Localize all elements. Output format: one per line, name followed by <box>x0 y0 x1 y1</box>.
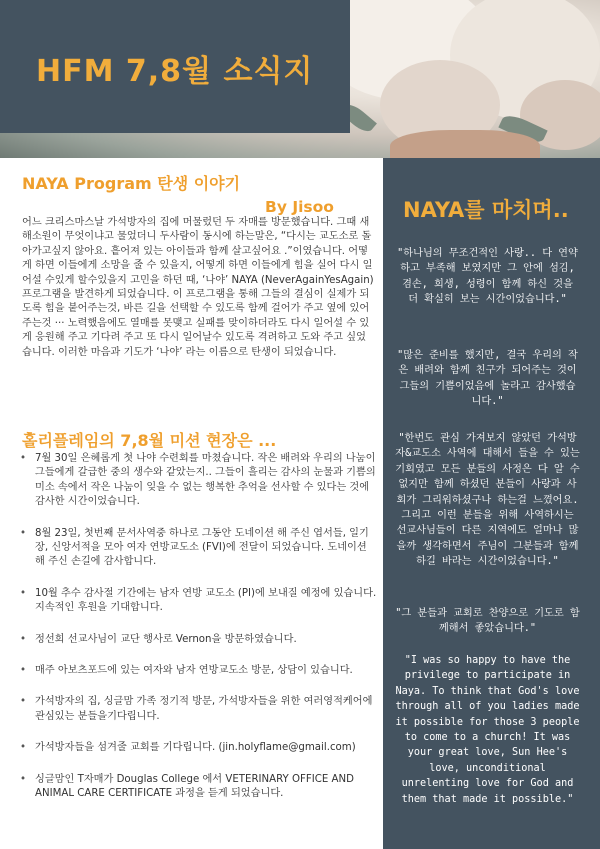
list-item: • 정선희 선교사님이 교단 행사로 Vernon을 방문하였습니다. <box>18 633 378 647</box>
list-item: • 가석방자의 집, 싱글맘 가족 정기적 방문, 가석방자들을 위한 여러영적케어에 관심있는 분들을기다립니다. <box>18 695 378 724</box>
testimonial-quote: "그 분들과 교회로 찬양으로 기도로 함께해서 좋았습니다." <box>395 608 580 635</box>
byline: By Jisoo <box>265 198 334 216</box>
missions-title: 홀리플레임의 7,8월 미션 현장은 ... <box>22 431 277 450</box>
story-text: 어느 크리스마스날 가석방자의 집에 머물렀던 두 자매를 방문했습니다. 그때 새해소원이 무엇이냐고 물었더니 두사람이 동시에 하는말은, “다시는 교도소로 돌아가고싶지 않아요. 흩어져 있는 아이들과 함께 살고싶어요 .”이였습니다. 어떻게 하면 이들에게 소망을 줄 수 있을지, 어떻게 하면 이들에게 힘을 실어 다시 일어설 수있게 할수있을지 고민을 하던 때, ‘나야’ NAYA (NeverAgainYesAgain) 프로그램을 발견하게 되었습니다. 이 프로그램을 통해 그들의 결심이 실제가 되도록 힘을 붙어주는것, 바른 길을 선택할 수 있도록 함께 걸어가 주고 옆에 있어주는것 ··· 노력했음에도 열매를 못맺고 실패를 맞이하더라도 다시 일어설 수 있게 응원해 주고 기다려 주고 또 다시 일어날수 있도록 격려하고 도와 주고 싶었습니다. 이러한 마음과 기도가 ‘나야’ 라는 이름으로 탄생이 되었습니다. <box>22 217 374 358</box>
list-item: • 8월 23일, 첫번째 문서사역중 하나로 그동안 도네이션 해 주신 엽서들, 일기장, 신앙서적을 모아 여자 연방교도소 (FVI)에 전달이 되었습니다. 도네이션 해 주신 손길에 감사합니다. <box>18 527 378 570</box>
hand-holding-bouquet <box>390 130 540 158</box>
missions-list <box>18 452 378 819</box>
list-item: • 7월 30일 은혜롭게 첫 나야 수련회를 마쳤습니다. 작은 배려와 우리의 나눔이 그들에게 갈급한 중의 생수와 같았는지.. 그들이 흘리는 감사의 눈물과 기쁨의 미소 속에서 작은 나눔이 잊을 수 없는 행복한 추억을 선사할 수 있다는 것에 감사한 시간이었습니다. <box>18 452 378 510</box>
testimonial-quote: "한번도 관심 가져보지 않았던 가석방자&교도소 사역에 대해서 들을 수 있는 기회였고 모든 분들의 사정은 다 알 수 없지만 함께 하셨던 분들이 사랑과 사회가 그리워하셨구나 하는걸 느꼈어요. 그리고 이런 분들을 위해 사역하시는 선교사님들이 다른 지역에도 얼마나 많을까 생각하면서 주님이 그분들과 함께하길 바라는 시간이었습니다." <box>395 433 580 568</box>
list-item: • 10월 추수 감사절 기간에는 남자 연방 교도소 (PI)에 보내질 예정에 있습니다. 지속적인 후원을 기대합니다. <box>18 587 378 616</box>
sidebar-title: NAYA를 마치며.. <box>403 198 569 222</box>
testimonial-quote: "많은 준비를 했지만, 결국 우리의 작은 배려와 함께 친구가 되어주는 것이 그들의 기쁨이었음에 놀라고 감사했습니다." <box>397 350 578 408</box>
testimonial-quote: "I was so happy to have the privilege to participate in Naya. To think that God's love through all of you ladies made it possible for those 3 people to come to a church! It was your great love, Sun Hee's love, unconditional unrelenting love for God and them that made it possible." <box>395 655 580 805</box>
testimonial-quote: "하나님의 무조건적인 사랑.. 다 연약하고 부족해 보였지만 그 안에 섬김, 겸손, 희생, 성령이 함께 하신 것을 더 확실히 보는 시간이었습니다." <box>397 248 578 306</box>
list-item: • 가석방자들을 섬겨줄 교회를 기다립니다. (jin.holyflame@gmail.com) <box>18 741 378 755</box>
newsletter-title: HFM 7,8월 소식지 <box>36 54 314 89</box>
story-title: NAYA Program 탄생 이야기 <box>22 174 241 193</box>
title-banner <box>0 0 350 133</box>
testimonials-sidebar <box>383 158 600 849</box>
list-item: • 싱글맘인 T자매가 Douglas College 에서 VETERINARY OFFICE AND ANIMAL CARE CERTIFICATE 과정을 듣게 되었습니다. <box>18 773 378 802</box>
list-item: • 매주 아보츠포드에 있는 여자와 남자 연방교도소 방문, 상담이 있습니다. <box>18 664 378 678</box>
